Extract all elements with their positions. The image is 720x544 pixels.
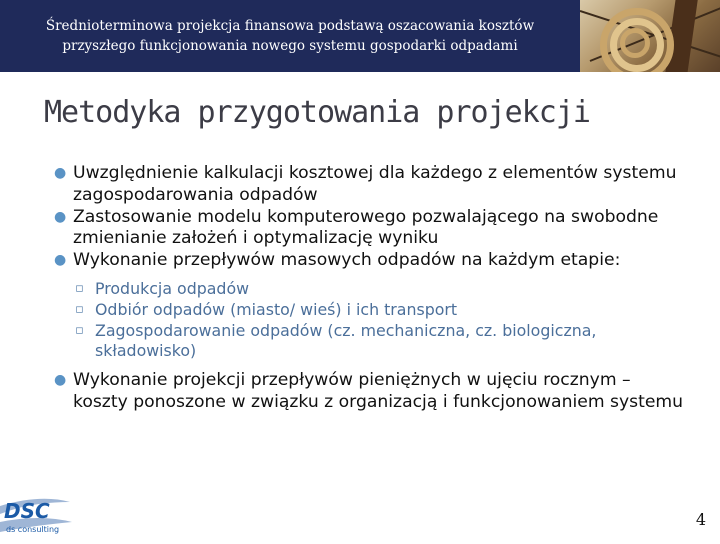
dsc-logo [0,492,100,540]
sub-bullet-item [48,279,688,300]
page-number: 4 [695,510,706,529]
sub-bullet-text: Zagospodarowanie odpadów (cz. mechaniczna, cz. biologiczna, składowisko) [95,320,597,361]
bullet-dot-icon: ● [54,252,67,269]
sub-bullet-text: Produkcja odpadów [95,278,250,298]
dsc-logo-icon [0,492,100,540]
bullet-item [48,163,688,207]
sub-bullet-square-icon: ▫ [75,322,84,338]
slide-content [48,163,688,414]
sub-bullet-text: Odbiór odpadów (miasto/ wieś) i ich transport [95,299,458,319]
header-title [30,16,550,56]
bullet-item [48,370,688,414]
sub-bullet-item [48,321,688,363]
bullet-dot-icon: ● [54,208,67,225]
bullet-text: Wykonanie przepływów masowych odpadów na każdym etapie: [73,250,621,271]
sub-bullet-square-icon: ▫ [75,280,84,296]
bullet-item [48,250,688,272]
sub-bullet-square-icon: ▫ [75,301,84,317]
header-photo-sailing-rope [580,0,720,72]
sub-bullet-item [48,300,688,321]
header-banner [0,0,720,72]
bullet-text: Zastosowanie modelu komputerowego pozwalającego na swobodne zmienianie założeń i optymalizację wyniku [73,206,659,249]
logo-sub-text: ds consulting [6,525,60,534]
bullet-item [48,207,688,251]
bullet-dot-icon: ● [54,372,67,389]
bullet-text: Uwzględnienie kalkulacji kosztowej dla każdego z elementów systemu zagospodarowania odpadów [73,163,677,205]
logo-main-text: DSC [4,499,50,523]
bullet-dot-icon: ● [54,165,67,181]
bullet-text: Wykonanie projekcji przepływów pieniężnych w ujęciu rocznym – koszty ponoszone w związku z organizacją i funkcjonowaniem systemu [73,370,684,412]
header-title-line2: przyszłego funkcjonowania nowego systemu gospodarki odpadami [62,38,518,54]
header-title-line1: Średnioterminowa projekcja finansowa podstawą oszacowania kosztów [45,18,535,34]
slide-title: Metodyka przygotowania projekcji [44,95,590,130]
